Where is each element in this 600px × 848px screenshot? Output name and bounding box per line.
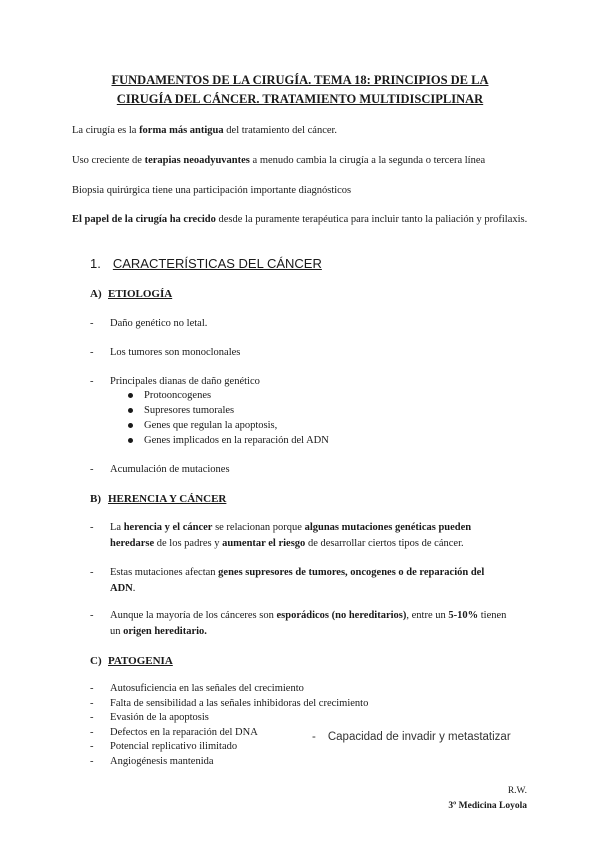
list-item: Genes implicados en la reparación del ADN <box>128 433 329 448</box>
herencia-item-3: - Aunque la mayoría de los cánceres son esporádicos (no hereditarios), entre un 5-10% tienen un origen hereditario. <box>90 610 507 638</box>
intro-paragraph-1: La cirugía es la forma más antigua del tratamiento del cáncer. <box>72 125 338 136</box>
herencia-item-2: - Estas mutaciones afectan genes supresores de tumores, oncogenes o de reparación del ADN. <box>90 567 485 595</box>
intro-paragraph-3: Biopsia quirúrgica tiene una participación importante diagnósticos <box>72 185 352 196</box>
list-item: Protooncogenes <box>128 388 329 403</box>
section-c-heading: C) PATOGENIA <box>90 655 173 667</box>
list-item: Genes que regulan la apoptosis, <box>128 418 329 433</box>
patogenia-side-note: - Capacidad de invadir y metastatizar <box>312 731 511 743</box>
intro-paragraph-2: Uso creciente de terapias neoadyuvantes a menudo cambia la cirugía a la segunda o tercera línea <box>72 155 486 166</box>
list-item: - Autosuficiencia en las señales del crecimiento <box>90 682 368 697</box>
etiologia-item-4: - Acumulación de mutaciones <box>90 464 230 475</box>
list-item: - Potencial replicativo ilimitado <box>90 740 368 755</box>
etiologia-item-1: - Daño genético no letal. <box>90 318 208 329</box>
title-line-1: FUNDAMENTOS DE LA CIRUGÍA. TEMA 18: PRINCIPIOS DE LA <box>111 73 489 87</box>
title-line-2: CIRUGÍA DEL CÁNCER. TRATAMIENTO MULTIDISCIPLINAR <box>116 91 484 106</box>
section-1-heading: 1. CARACTERÍSTICAS DEL CÁNCER <box>90 256 322 271</box>
list-item: - Evasión de la apoptosis <box>90 711 368 726</box>
list-item: - Angiogénesis mantenida <box>90 755 368 770</box>
genetic-targets-list <box>128 388 329 448</box>
footer-initials: R.W. <box>507 786 527 796</box>
intro-paragraph-4: El papel de la cirugía ha crecido desde la puramente terapéutica para incluir tanto la paliación y profilaxis. <box>72 214 528 225</box>
list-item: Supresores tumorales <box>128 403 329 418</box>
etiologia-item-3: - Principales dianas de daño genético <box>90 376 260 387</box>
list-item: - Falta de sensibilidad a las señales inhibidoras del crecimiento <box>90 697 368 712</box>
section-b-heading: B) HERENCIA Y CÁNCER <box>90 493 227 505</box>
list-item: - Defectos en la reparación del DNA <box>90 726 368 741</box>
footer-course: 3º Medicina Loyola <box>448 801 527 811</box>
section-a-heading: A) ETIOLOGÍA <box>90 288 173 300</box>
herencia-item-1: - La herencia y el cáncer se relacionan porque algunas mutaciones genéticas pueden heredarse de los padres y aumentar el riesgo de desarrollar ciertos tipos de cáncer. <box>90 522 472 550</box>
etiologia-item-2: - Los tumores son monoclonales <box>90 347 241 358</box>
patogenia-list <box>90 682 368 769</box>
document-title <box>60 71 540 109</box>
